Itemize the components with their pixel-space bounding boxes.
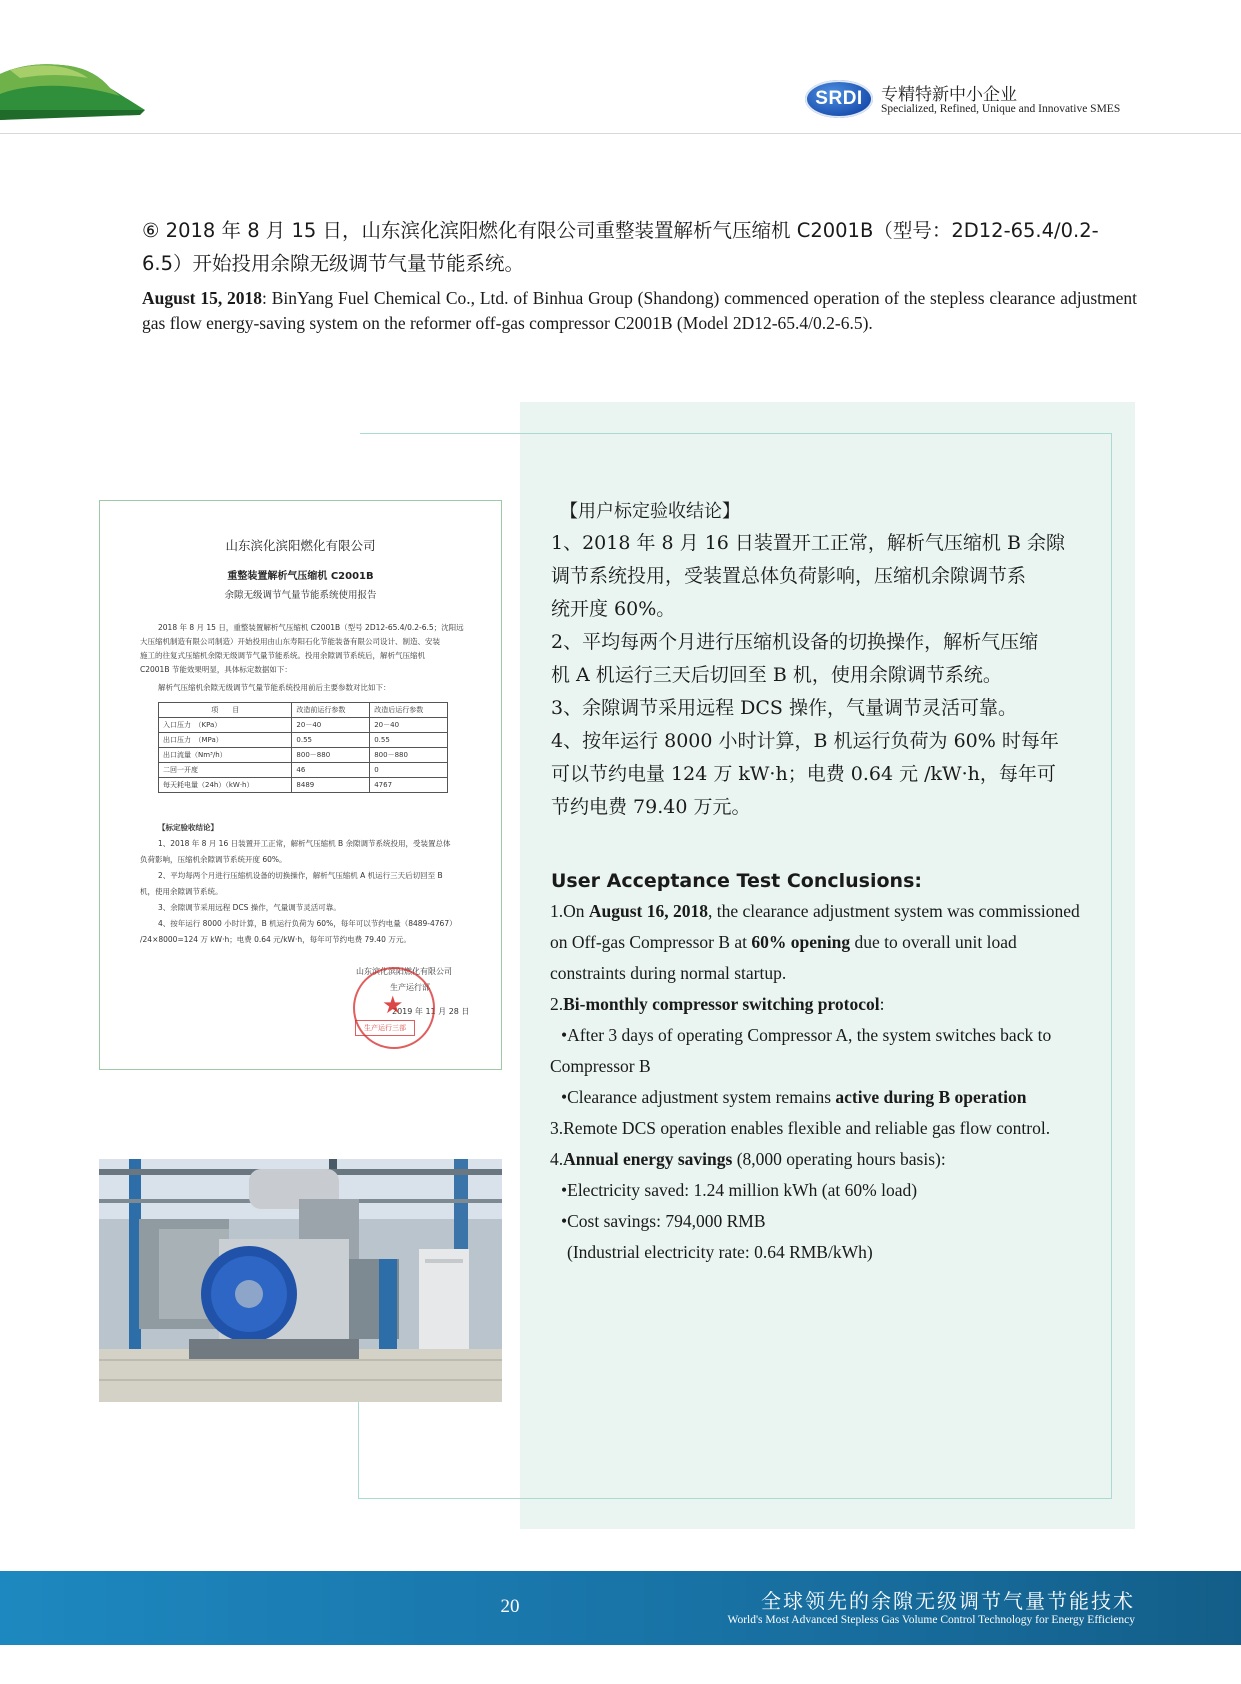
stamp-star-icon: ★ — [382, 993, 404, 1019]
table-header-cell: 改造后运行参数 — [370, 703, 448, 718]
table-header-cell: 项 目 — [159, 703, 292, 718]
table-cell: 46 — [292, 763, 370, 778]
conclusion-en-line: 4.Annual energy savings (8,000 operating hours basis): — [550, 1149, 946, 1169]
table-cell: 入口压力 （KPa） — [159, 718, 292, 733]
table-cell: 出口压力 （MPa） — [159, 733, 292, 748]
conclusion-en-line: on Off-gas Compressor B at 60% opening due to overall unit load — [550, 932, 1017, 952]
report-conclusion-line: 负荷影响，压缩机余隙调节系统开度 60%。 — [140, 855, 287, 864]
conclusion-en-line: (Industrial electricity rate: 0.64 RMB/kWh) — [567, 1242, 873, 1262]
report-document — [99, 500, 502, 1070]
conclusion-cn-line: 统开度 60%。 — [551, 598, 676, 620]
table-cell: 800－880 — [370, 748, 448, 763]
conclusion-cn-line: 1、2018 年 8 月 16 日装置开工正常，解析气压缩机 B 余隙 — [551, 532, 1065, 554]
conclusion-en-line: 3.Remote DCS operation enables flexible and reliable gas flow control. — [550, 1118, 1051, 1138]
conclusion-en-line: •Cost savings: 794,000 RMB — [561, 1211, 766, 1231]
table-row — [159, 748, 448, 763]
conclusion-cn-line: 2、平均每两个月进行压缩机设备的切换操作，解析气压缩 — [551, 631, 1039, 653]
conclusion-cn-title: 【用户标定验收结论】 — [560, 501, 740, 522]
report-title-1: 重整装置解析气压缩机 C2001B — [227, 571, 374, 582]
red-seal-stamp — [353, 967, 435, 1049]
conclusion-cn-line: 节约电费 79.40 万元。 — [551, 796, 751, 818]
srdi-logo: SRDI — [805, 80, 873, 118]
conclusion-en-line: 2.Bi-monthly compressor switching protocol: — [550, 994, 885, 1014]
conclusion-cn-line: 机 A 机运行三天后切回至 B 机，使用余隙调节系统。 — [551, 664, 1002, 686]
table-header-cell: 改造前运行参数 — [292, 703, 370, 718]
grass-decoration — [0, 60, 145, 122]
table-cell: 0 — [370, 763, 448, 778]
report-signature-company: 山东滨化滨阳燃化有限公司 — [356, 967, 452, 976]
footer-title-en: World's Most Advanced Stepless Gas Volume Control Technology for Energy Efficiency — [727, 1614, 1135, 1626]
table-header-row — [159, 703, 448, 718]
report-paragraph-line: 大压缩机制造有限公司制造）开始投用由山东寿阳石化节能装备有限公司设计、制造、安装 — [140, 637, 440, 646]
table-cell: 20－40 — [370, 718, 448, 733]
header-tagline-cn: 专精特新中小企业 — [881, 85, 1017, 105]
table-cell: 出口流量（Nm³/h） — [159, 748, 292, 763]
header-divider — [0, 133, 1241, 134]
conclusion-en-line: •Clearance adjustment system remains active during B operation — [561, 1087, 1027, 1107]
report-table-caption: 解析气压缩机余隙无级调节气量节能系统投用前后主要参数对比如下： — [158, 683, 391, 692]
table-row — [159, 763, 448, 778]
report-conclusion-line: 2、平均每两个月进行压缩机设备的切换操作，解析气压缩机 A 机运行三天后切回至 B — [158, 871, 443, 880]
table-cell: 每天耗电量（24h）（kW·h） — [159, 778, 292, 793]
footer-title-cn: 全球领先的余隙无级调节气量节能技术 — [761, 1589, 1135, 1613]
report-signature-date: 2019 年 11 月 28 日 — [392, 1007, 470, 1016]
table-cell: 20－40 — [292, 718, 370, 733]
conclusion-cn-line: 可以节约电量 124 万 kW·h；电费 0.64 元 /kW·h，每年可 — [551, 763, 1056, 785]
report-conclusion-line: 1、2018 年 8 月 16 日装置开工正常，解析气压缩机 B 余隙调节系统投用，受装置总体 — [158, 839, 451, 848]
report-paragraph-line: 施工的往复式压缩机余隙无级调节气量节能系统。投用余隙调节系统后，解析气压缩机 — [140, 651, 425, 660]
conclusion-cn-line: 4、按年运行 8000 小时计算，B 机运行负荷为 60% 时每年 — [551, 730, 1059, 752]
report-signature-dept: 生产运行部 — [390, 983, 430, 992]
conclusion-en-line: constraints during normal startup. — [550, 963, 787, 983]
table-row — [159, 733, 448, 748]
report-conclusion-line: 机，使用余隙调节系统。 — [140, 887, 223, 896]
conclusion-en-line: •Electricity saved: 1.24 million kWh (at 60% load) — [561, 1180, 918, 1200]
table-cell: 800－880 — [292, 748, 370, 763]
conclusion-cn-line: 调节系统投用，受装置总体负荷影响，压缩机余隙调节系 — [551, 565, 1027, 587]
intro-date: August 15, 2018 — [142, 288, 263, 308]
report-paragraph-line: 2018 年 8 月 15 日，重整装置解析气压缩机 C2001B（型号 2D12-65.4/0.2-6.5；沈阳远 — [158, 623, 464, 632]
intro-paragraph-en — [142, 286, 1137, 336]
report-title-2: 余隙无级调节气量节能系统使用报告 — [224, 590, 377, 601]
report-conclusion-heading: 【标定验收结论】 — [158, 823, 218, 832]
report-conclusion-line: /24×8000=124 万 kW·h；电费 0.64 元/kW·h，每年可节约电费 79.40 万元。 — [140, 935, 411, 944]
report-conclusion-line: 3、余隙调节采用远程 DCS 操作，气量调节灵活可靠。 — [158, 903, 341, 912]
table-cell: 0.55 — [292, 733, 370, 748]
table-row — [159, 778, 448, 793]
conclusion-en-line: •After 3 days of operating Compressor A, the system switches back to — [561, 1025, 1052, 1045]
report-table — [158, 702, 448, 793]
report-company: 山东滨化滨阳燃化有限公司 — [225, 538, 376, 553]
conclusion-cn-line: 3、余隙调节采用远程 DCS 操作，气量调节灵活可靠。 — [551, 697, 1017, 719]
compressor-photo — [99, 1159, 502, 1402]
conclusion-en-line: 1.On August 16, 2018, the clearance adjustment system was commissioned — [550, 901, 1080, 921]
page-number: 20 — [500, 1596, 520, 1617]
intro-paragraph-cn: ⑥ 2018 年 8 月 15 日，山东滨化滨阳燃化有限公司重整装置解析气压缩机 C2001B（型号：2D12-65.4/0.2-6.5）开始投用余隙无级调节气量节能系统。 — [142, 219, 1099, 275]
table-cell: 二回一开度 — [159, 763, 292, 778]
table-cell: 8489 — [292, 778, 370, 793]
conclusion-en-title: User Acceptance Test Conclusions: — [551, 870, 922, 892]
table-cell: 4767 — [370, 778, 448, 793]
header-tagline-en: Specialized, Refined, Unique and Innovative SMES — [881, 103, 1121, 115]
intro-text: : BinYang Fuel Chemical Co., Ltd. of Binhua Group (Shandong) commenced operation of the stepless clearance adjustment gas flow energy-saving system on the reformer off-gas compressor C2001B (Model 2D12-65.4/0.2-6.5). — [142, 288, 1137, 333]
conclusion-en-line: Compressor B — [550, 1056, 651, 1076]
report-conclusion-line: 4、按年运行 8000 小时计算，B 机运行负荷为 60%，每年可以节约电量（8489-4767） — [158, 919, 457, 928]
report-paragraph-line: C2001B 节能效果明显，具体标定数据如下： — [140, 665, 292, 674]
table-cell: 0.55 — [370, 733, 448, 748]
table-row — [159, 718, 448, 733]
red-box-stamp: 生产运行三部 — [355, 1020, 415, 1036]
